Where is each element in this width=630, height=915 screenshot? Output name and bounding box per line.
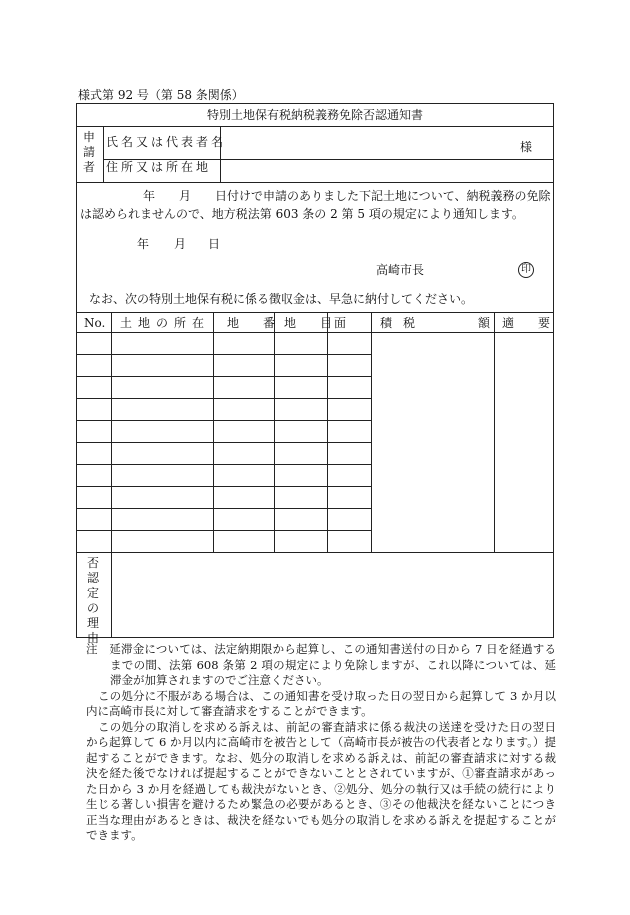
notes-section <box>86 642 556 844</box>
applicant-side-rule <box>103 126 104 182</box>
applicant-side-label: 申請者 <box>82 130 95 174</box>
col-header-lot-number: 地 番 <box>227 316 276 330</box>
issuer-name: 高崎市長 <box>376 263 425 277</box>
table-col-rule <box>494 312 495 552</box>
name-label: 氏名又は代表者名 <box>106 135 227 149</box>
table-col-rule <box>327 312 328 552</box>
col-header-land-category: 地 目 <box>284 316 333 330</box>
table-bottom-rule <box>77 552 553 553</box>
notice-line-2: は認められませんので、地方税法第 603 条の 2 第 5 項の規定により通知します。 <box>80 207 524 221</box>
table-header-rule <box>77 332 553 333</box>
date-year: 年 <box>137 237 150 251</box>
col-header-area-2: 積 <box>380 316 393 330</box>
table-top-rule <box>77 312 553 313</box>
date-day: 日 <box>208 237 221 251</box>
denial-reason-label: 否認定の理由 <box>86 556 99 645</box>
honorific: 様 <box>520 140 533 154</box>
document-title: 特別土地保有税納税義務免除否認通知書 <box>206 108 423 122</box>
table-col-rule <box>111 312 112 637</box>
col-header-tax-1: 税 <box>403 316 416 330</box>
form-frame <box>76 103 554 638</box>
col-header-no: No. <box>84 316 106 330</box>
col-header-location: 土地の所在 <box>120 316 211 330</box>
notice-line-1: 年 月 日付けで申請のありました下記土地について、納税義務の免除 <box>143 189 551 203</box>
title-rule <box>77 126 553 127</box>
note-late-fee: 注 延滞金については、法定納期限から起算し、この通知書送付の日から 7 日を経過するまでの間、法第 608 条第 2 項の規定により免除しますが、これ以降については、延滞金が加算されますのでご注意ください。 <box>86 642 556 687</box>
note-litigation: この処分の取消しを求める訴えは、前記の審査請求に係る裁決の送達を受けた日の翌日から起算して 6 か月以内に高崎市を被告として（高崎市長が被告の代表者となります。）提起することができます。なお、処分の取消しを求める訴えは、前記の審査請求に対する裁決を経た後でなければ提起することができないこととされていますが、①審査請求があった日から 3 か月を経過しても裁決がないとき、②処分、処分の執行又は手続の続行により生じる著しい損害を避けるため緊急の必要があるとき、③その他裁決を経ないことにつき正当な理由があるときは、裁決を経ないでも処分の取消しを求める訴えを提起することができます。 <box>86 719 556 842</box>
note-appeal: この処分に不服がある場合は、この通知書を受け取った日の翌日から起算して 3 か月以内に高崎市長に対して審査請求をすることができます。 <box>86 688 556 718</box>
table-col-rule <box>274 312 275 552</box>
seal-mark: 印 <box>518 262 534 278</box>
col-header-area-1: 面 <box>334 316 347 330</box>
col-header-remarks: 適 要 <box>502 316 551 330</box>
date-month: 月 <box>174 237 187 251</box>
applicant-bottom-rule <box>77 182 553 183</box>
col-header-tax-2: 額 <box>478 316 491 330</box>
table-col-rule <box>213 312 214 552</box>
table-col-rule <box>371 312 372 552</box>
payment-request: なお、次の特別土地保有税に係る徴収金は、早急に納付してください。 <box>89 292 474 306</box>
form-number: 様式第 92 号（第 58 条関係） <box>78 88 244 102</box>
address-label: 住所又は所在地 <box>106 160 212 174</box>
